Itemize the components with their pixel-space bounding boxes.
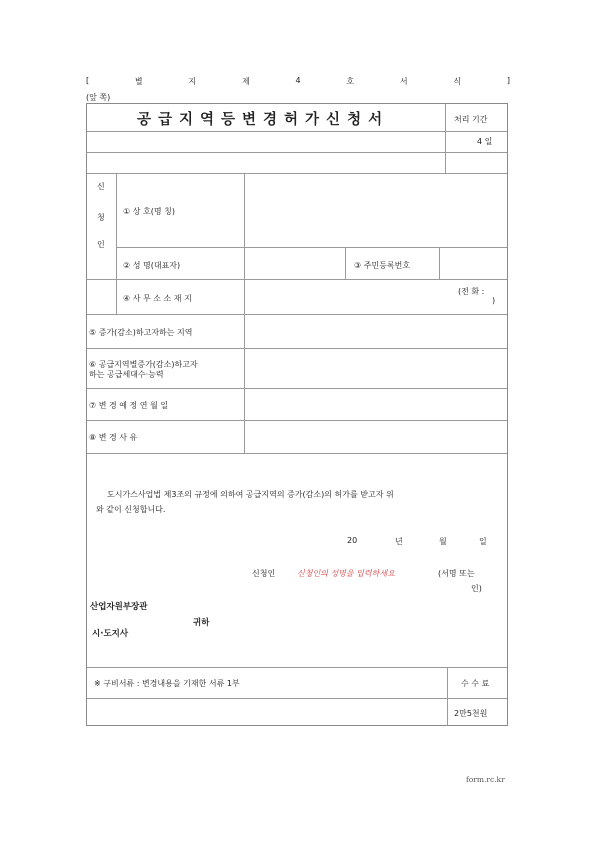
processing-period-value: 4 일 — [477, 137, 493, 146]
statement-line2: 와 같이 신청합니다. — [96, 505, 166, 514]
supply-capacity-label-line2: 하는 공급세대수·능력 — [89, 370, 164, 379]
resident-number-label: ③ 주민등록번호 — [354, 261, 411, 270]
page-side-label: (앞 쪽) — [86, 93, 111, 102]
resident-number-field[interactable] — [442, 250, 505, 277]
recipient-governor: 시·도지사 — [92, 629, 129, 639]
recipient-minister: 산업자원부장관 — [90, 602, 148, 612]
applicant-label-char: 신 — [97, 182, 105, 191]
form-number-char: 4 — [295, 76, 301, 85]
representative-name-label: ② 성 명(대표자) — [123, 261, 181, 270]
fee-label: 수 수 료 — [461, 679, 490, 688]
form-number-char: 제 — [241, 77, 250, 86]
sign-or-seal-label: (서명 또는 — [438, 569, 475, 578]
supply-capacity-label: ⑥ 공급지역별증가(감소)하고자 — [89, 360, 198, 369]
area-change-field[interactable] — [247, 317, 505, 346]
form-number-char: 호 — [346, 77, 355, 86]
sign-or-seal-label-line2: 인) — [471, 584, 482, 593]
form-number-char: 서 — [399, 77, 408, 86]
form-number — [86, 76, 510, 87]
form-number-char: 별 — [134, 77, 143, 86]
company-name-label: ① 상 호(명 칭) — [123, 207, 175, 216]
change-reason-label: ⑧ 변 경 사 유 — [89, 433, 138, 442]
date-day-label: 일 — [479, 537, 487, 546]
phone-label: (전 화 : — [458, 287, 485, 296]
form-number-char: 식 — [453, 77, 462, 86]
date-month-label: 월 — [439, 537, 447, 546]
phone-close: ) — [492, 296, 496, 305]
applicant-sign-label: 신청인 — [252, 569, 276, 578]
processing-period-label: 처리 기간 — [454, 115, 488, 124]
fee-value: 2만5천원 — [454, 709, 488, 718]
applicant-label-char: 청 — [97, 213, 105, 222]
office-address-label: ④ 사 무 소 소 재 지 — [123, 294, 192, 303]
change-date-field[interactable] — [247, 391, 505, 418]
area-change-label: ⑤ 증가(감소)하고자하는 지역 — [89, 328, 193, 337]
required-documents: ※ 구비서류 : 변경내용을 기재한 서류 1부 — [94, 679, 240, 688]
source-footer: form.rc.kr — [466, 775, 505, 784]
date-year-prefix: 20 — [347, 536, 358, 545]
recipient-honorific: 귀하 — [193, 618, 210, 628]
company-name-field[interactable] — [247, 176, 505, 245]
date-year-label: 년 — [395, 537, 403, 546]
applicant-label-char: 인 — [97, 240, 105, 249]
application-form-table — [86, 103, 508, 726]
supply-capacity-field[interactable] — [247, 351, 505, 386]
change-date-label: ⑦ 변 경 예 정 연 월 일 — [89, 401, 169, 410]
statement-line1: 도시가스사업법 제3조의 규정에 의하여 공급지역의 증가(감소)의 허가를 받고자 위 — [107, 490, 394, 499]
applicant-name-input[interactable]: 신청인의 성명을 입력하세요 — [297, 569, 395, 578]
change-reason-field[interactable] — [247, 423, 505, 451]
form-number-char: 지 — [188, 77, 197, 86]
form-title: 공급지역등변경허가신청서 — [137, 112, 390, 128]
form-number-char: [ — [86, 76, 90, 85]
representative-name-field[interactable] — [247, 250, 343, 277]
form-number-char: ] — [506, 76, 510, 85]
